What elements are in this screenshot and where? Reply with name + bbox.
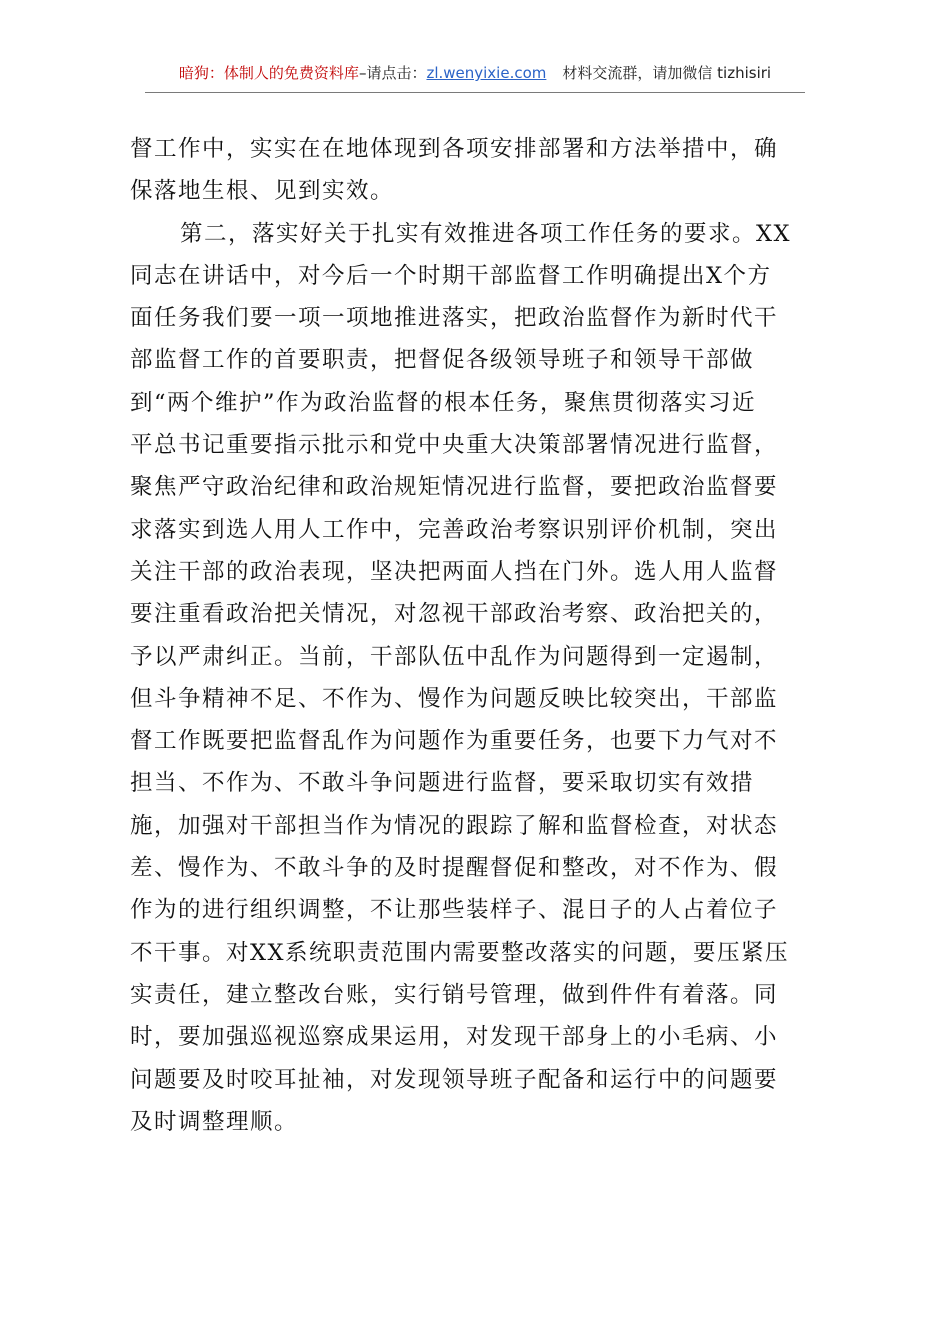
text-line: 督工作中，实实在在地体现到各项安排部署和方法举措中，确: [130, 136, 779, 162]
header-divider: [145, 92, 805, 93]
text-line: 部监督工作的首要职责，把督促各级领导班子和领导干部做: [130, 347, 755, 374]
text-line: 予以严肃纠正。当前，干部队伍中乱作为问题得到一定遏制，: [130, 643, 779, 670]
text-line: 督工作既要把监督乱作为问题作为重要任务，也要下力气对不: [130, 728, 779, 755]
text-line: 面任务我们要一项一项地推进落实，把政治监督作为新时代干: [130, 305, 779, 332]
text-line: 实责任，建立整改台账，实行销号管理，做到件件有着落。同: [130, 981, 779, 1008]
text-line: 差、慢作为、不敢斗争的及时提醒督促和整改，对不作为、假: [130, 855, 779, 882]
header-link[interactable]: zl.wenyixie.com: [426, 64, 547, 82]
text-line: 要注重看政治把关情况，对忽视干部政治考察、政治把关的，: [130, 601, 779, 628]
text-line: 聚焦严守政治纪律和政治规矩情况进行监督，要把政治监督要: [130, 474, 779, 501]
page-header: [0, 62, 950, 83]
text-line: 问题要及时咬耳扯袖，对发现领导班子配备和运行中的问题要: [130, 1066, 779, 1093]
paragraph-start-line: 第二，落实好关于扎实有效推进各项工作任务的要求。XX: [180, 220, 792, 247]
text-line: 求落实到选人用人工作中，完善政治考察识别评价机制，突出: [130, 516, 779, 543]
text-line: 关注干部的政治表现，坚决把两面人挡在门外。选人用人监督: [130, 558, 779, 585]
text-line: 担当、不作为、不敢斗争问题进行监督，要采取切实有效措: [130, 770, 755, 797]
text-line: 保落地生根、见到实效。: [130, 178, 395, 205]
text-line: 作为的进行组织调整，不让那些装样子、混日子的人占着位子: [130, 897, 779, 924]
text-line: 及时调整理顺。: [130, 1108, 299, 1135]
text-line: 平总书记重要指示批示和党中央重大决策部署情况进行监督，: [130, 432, 779, 459]
text-line: 施，加强对干部担当作为情况的跟踪了解和监督检查，对状态: [130, 812, 779, 839]
text-line: 但斗争精神不足、不作为、慢作为问题反映比较突出，干部监: [130, 685, 779, 712]
document-body: [130, 128, 830, 1143]
header-contact: 材料交流群，请加微信 tizhisiri: [562, 64, 772, 82]
text-line: 时，要加强巡视巡察成果运用，对发现干部身上的小毛病、小: [130, 1024, 779, 1051]
text-line: 不干事。对XX系统职责范围内需要整改落实的问题，要压紧压: [130, 939, 790, 966]
text-line: 同志在讲话中，对今后一个时期干部监督工作明确提出X个方: [130, 262, 772, 289]
header-brand: 暗狗：体制人的免费资料库: [178, 64, 359, 82]
header-prompt: –请点击：: [358, 64, 427, 82]
text-line: 到“两个维护”作为政治监督的根本任务，聚焦贯彻落实习近: [130, 389, 757, 416]
